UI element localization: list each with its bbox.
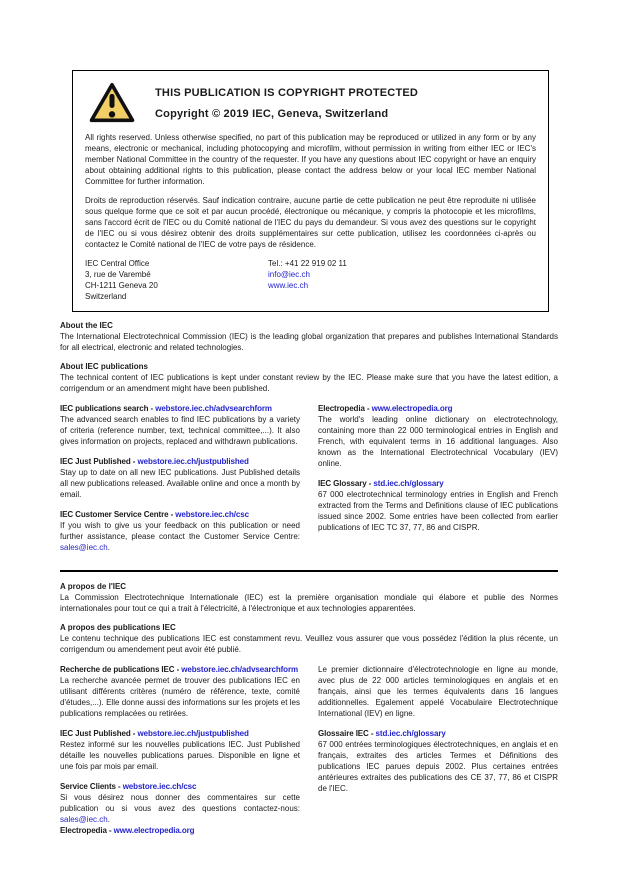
electropedia-link[interactable]: www.electropedia.org [371, 404, 453, 413]
section-heading: A propos des publications IEC [60, 623, 176, 632]
block-title: Glossaire IEC - [318, 729, 376, 738]
copyright-box-header [89, 82, 536, 123]
block-electropedia-fr-heading [60, 825, 300, 836]
copyright-titles [155, 82, 418, 121]
block-electropedia-fr-body [318, 664, 558, 719]
address-line: Switzerland [85, 292, 127, 301]
block-customer-service [60, 509, 300, 553]
block-body-text: . [107, 543, 110, 552]
section-body: The International Electrotechnical Commission (IEC) is the leading global organization that prepares and publishes International Standards for all electrical, electronic and related technologies. [60, 332, 558, 352]
section-body: The technical content of IEC publications is kept under constant review by the IEC. Please make sure that you have the latest edition, a corrigendum or an amendment might have been published. [60, 373, 558, 393]
glossary-link[interactable]: std.iec.ch/glossary [373, 479, 444, 488]
contact-column [268, 258, 347, 302]
section-about-publications [60, 361, 558, 394]
phone-number: Tel.: +41 22 919 02 11 [268, 259, 347, 268]
block-publications-search [60, 403, 300, 447]
block-title: Electropedia - [60, 826, 114, 835]
copyright-paragraph-fr: Droits de reproduction réservés. Sauf indication contraire, aucune partie de cette publication ne peut être reproduite ni utilisée sous quelque forme que ce soit et par aucun procédé, électronique ou mécanique, y compris la photocopie et les microfilms, sans l'accord écrit de l'IEC ou du Comité national de l'IEC du pays du demandeur. Si vous avez des questions sur le copyright de l'IEC ou si vous désirez obtenir des droits supplémentaires sur cette publication, utilisez les coordonnées ci-après ou contactez le Comité national de l'IEC de votre pays de résidence. [85, 196, 536, 249]
section-about-iec [60, 320, 558, 353]
block-just-published [60, 456, 300, 500]
block-body-text: Si vous désirez nous donner des commentaires sur cette publication ou si vous avez des questions contactez-nous: [60, 793, 300, 813]
block-title: IEC Just Published - [60, 457, 138, 466]
customer-service-link[interactable]: webstore.iec.ch/csc [175, 510, 249, 519]
block-body: Restez informé sur les nouvelles publications IEC. Just Published détaille les nouvelles publications parues. Disponible en ligne et une fois par mois par email. [60, 740, 300, 771]
block-electropedia [318, 403, 558, 469]
website-link[interactable]: www.iec.ch [268, 281, 309, 290]
section-heading: A propos de l'IEC [60, 582, 127, 591]
section-body: Le contenu technique des publications IEC est constamment revu. Veuillez vous assurer que vous possédez l'édition la plus récente, un corrigendum ou amendement peut avoir été publié. [60, 634, 558, 654]
address-line: IEC Central Office [85, 259, 150, 268]
email-link[interactable]: info@iec.ch [268, 270, 310, 279]
just-published-fr-link[interactable]: webstore.iec.ch/justpublished [137, 729, 249, 738]
section-heading: About the IEC [60, 321, 113, 330]
sales-email-fr-link[interactable]: sales@iec.ch [60, 815, 108, 824]
block-title: IEC Just Published - [60, 729, 138, 738]
block-title: Recherche de publications IEC - [60, 665, 182, 674]
address-block [85, 258, 536, 302]
warning-triangle-icon [89, 82, 135, 123]
block-body: Le premier dictionnaire d'électrotechnologie en ligne au monde, avec plus de 22 000 articles terminologiques en anglais et en français, ainsi que les termes équivalents dans 16 langues additionnelles. Egalement appelé Vocabulaire Electrotechnique International (IEV) en ligne. [318, 665, 558, 718]
fr-column-right [318, 664, 558, 836]
block-title: Electropedia - [318, 404, 372, 413]
block-recherche-publications [60, 664, 300, 719]
address-line: 3, rue de Varembé [85, 270, 151, 279]
block-body [60, 792, 300, 825]
fr-column-left [60, 664, 300, 836]
service-clients-link[interactable]: webstore.iec.ch/csc [122, 782, 197, 791]
address-column [85, 258, 268, 302]
section-apropos-publications [60, 622, 558, 655]
block-body: The advanced search enables to find IEC publications by a variety of criteria (reference number, text, technical committee,...). It also gives information on projects, replaced and withdrawn publications. [60, 415, 300, 446]
publications-search-link[interactable]: webstore.iec.ch/advsearchform [155, 404, 272, 413]
block-just-published-fr [60, 728, 300, 772]
copyright-box [72, 70, 549, 312]
sales-email-link[interactable]: sales@iec.ch [60, 543, 108, 552]
copyright-subtitle: Copyright © 2019 IEC, Geneva, Switzerland [155, 108, 389, 120]
block-body-text: If you wish to give us your feedback on this publication or need further assistance, please contact the Customer Service Centre: [60, 521, 300, 541]
block-title: Service Clients - [60, 782, 123, 791]
section-heading: About IEC publications [60, 362, 148, 371]
section-divider [60, 570, 558, 572]
block-body: 67 000 electrotechnical terminology entries in English and French extracted from the Terms and Definitions clause of IEC publications issued since 2002. Some entries have been collected from earlier publications of IEC TC 37, 77, 86 and CISPR. [318, 490, 558, 532]
block-glossary [318, 478, 558, 533]
en-columns [60, 403, 558, 553]
electropedia-fr-link[interactable]: www.electropedia.org [113, 826, 195, 835]
fr-columns [60, 664, 558, 836]
block-body: The world's leading online dictionary on electrotechnology, containing more than 22 000 terminological entries in English and French, with equivalent terms in 16 additional languages. Also known as the International Electrotechnical Vocabulary (IEV) online. [318, 415, 558, 468]
block-title: IEC Customer Service Centre - [60, 510, 176, 519]
block-glossaire [318, 728, 558, 794]
block-title: IEC Glossary - [318, 479, 374, 488]
en-column-left [60, 403, 300, 553]
copyright-paragraph-en: All rights reserved. Unless otherwise specified, no part of this publication may be reproduced or utilized in any form or by any means, electronic or mechanical, including photocopying and microfilm, without permission in writing from either IEC or IEC's member National Committee in the country of the requester. If you have any questions about IEC copyright or have an enquiry about obtaining additional rights to this publication, please contact the address below or your local IEC member National Committee for further information. [85, 133, 536, 186]
copyright-title: THIS PUBLICATION IS COPYRIGHT PROTECTED [155, 87, 419, 99]
block-body [60, 520, 300, 553]
block-body: 67 000 entrées terminologiques électrotechniques, en anglais et en français, extraites des articles Termes et Définitions des publications IEC parues depuis 2002. Plus certaines entrées antérieures extraites des publications des CE 37, 77, 86 et CISPR de l'IEC. [318, 740, 558, 793]
block-service-clients [60, 781, 300, 825]
glossaire-link[interactable]: std.iec.ch/glossary [375, 729, 446, 738]
block-body-text: . [107, 815, 110, 824]
block-body: Stay up to date on all new IEC publications. Just Published details all new publications released. Available online and once a month by email. [60, 468, 300, 499]
section-body: La Commission Electrotechnique Internationale (IEC) est la première organisation mondiale qui élabore et publie des Normes internationales pour tout ce qui a trait à l'électricité, à l'électronique et aux technologies apparentées. [60, 593, 558, 613]
recherche-link[interactable]: webstore.iec.ch/advsearchform [181, 665, 298, 674]
address-line: CH-1211 Geneva 20 [85, 281, 158, 290]
block-body: La recherche avancée permet de trouver des publications IEC en utilisant différents critères (numéro de référence, texte, comité d'études,...). Elle donne aussi des informations sur les projets et les publications remplacées ou retirées. [60, 676, 300, 718]
en-column-right [318, 403, 558, 553]
just-published-link[interactable]: webstore.iec.ch/justpublished [137, 457, 249, 466]
section-apropos-iec [60, 581, 558, 614]
block-title: IEC publications search - [60, 404, 156, 413]
